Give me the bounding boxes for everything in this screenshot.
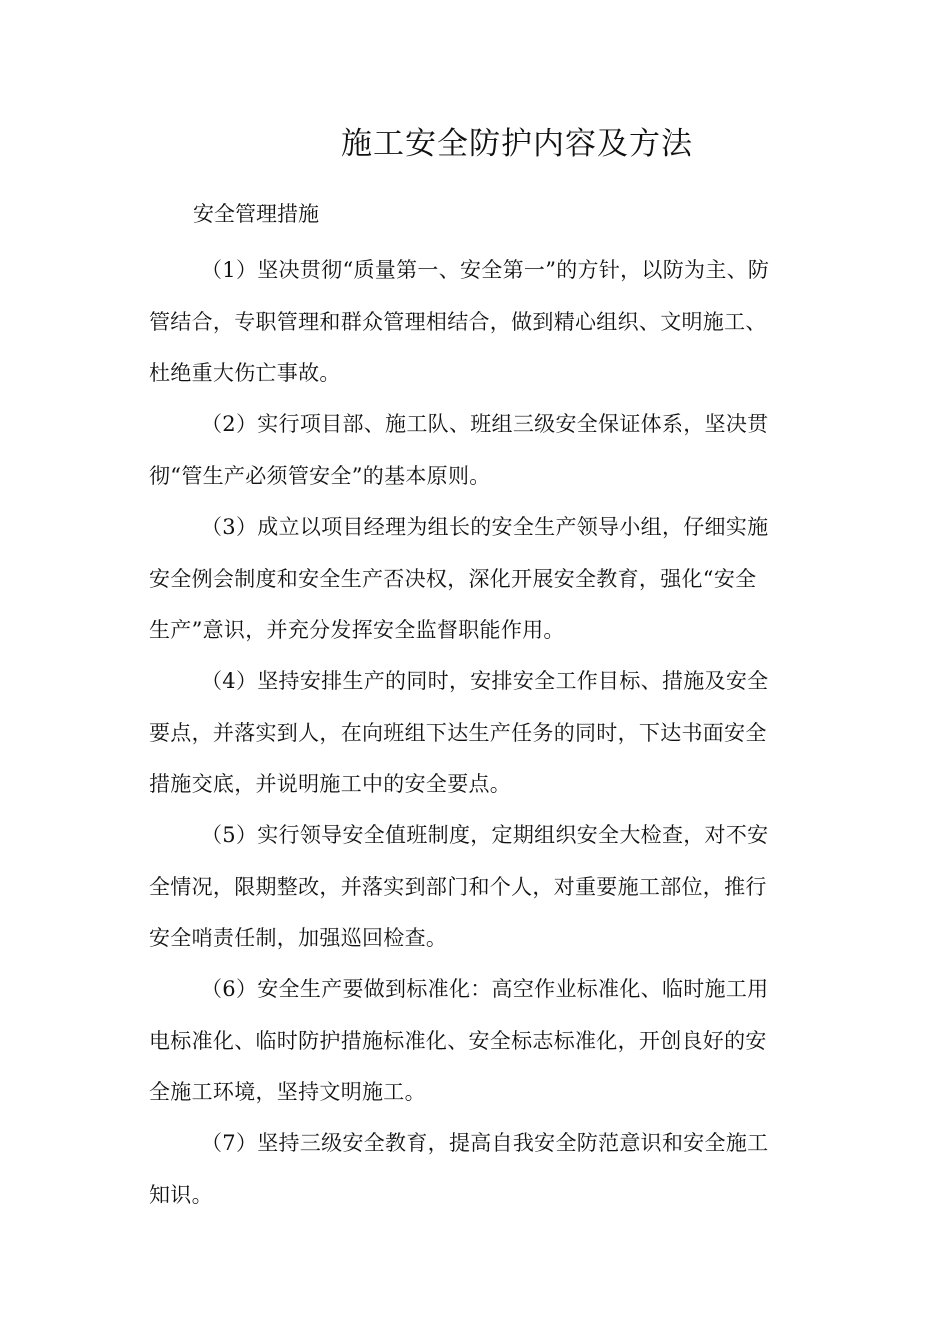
paragraph-7 bbox=[149, 1118, 801, 1221]
paragraph-line: 彻“管生产必须管安全”的基本原则。 bbox=[149, 463, 491, 488]
paragraph-line: （1）坚决贯彻“质量第一、安全第一”的方针，以防为主、防 bbox=[201, 258, 770, 282]
paragraph-line: 措施交底，并说明施工中的安全要点。 bbox=[149, 772, 512, 796]
paragraph-line: 电标准化、临时防护措施标准化、安全标志标准化，开创良好的安 bbox=[149, 1028, 767, 1053]
paragraph-line: 杜绝重大伤亡事故。 bbox=[149, 361, 341, 385]
paragraph-6 bbox=[149, 964, 801, 1119]
paragraph-line: 全情况，限期整改，并落实到部门和个人，对重要施工部位，推行 bbox=[149, 874, 767, 899]
paragraph-line: 要点，并落实到人，在向班组下达生产任务的同时，下达书面安全 bbox=[149, 720, 767, 745]
paragraph-2 bbox=[149, 399, 801, 502]
paragraph-1 bbox=[149, 245, 801, 400]
paragraph-line: （7）坚持三级安全教育，提高自我安全防范意识和安全施工 bbox=[201, 1131, 769, 1155]
paragraph-line: （5）实行领导安全值班制度，定期组织安全大检查，对不安 bbox=[201, 823, 769, 847]
paragraph-line: （4）坚持安排生产的同时，安排安全工作目标、措施及安全 bbox=[201, 669, 769, 693]
paragraph-line: 全施工环境，坚持文明施工。 bbox=[149, 1080, 426, 1104]
paragraph-line: （3）成立以项目经理为组长的安全生产领导小组，仔细实施 bbox=[201, 515, 769, 539]
paragraph-line: （2）实行项目部、施工队、班组三级安全保证体系，坚决贯 bbox=[201, 412, 769, 436]
paragraph-line: 安全哨责任制，加强巡回检查。 bbox=[149, 926, 448, 950]
paragraph-line: （6）安全生产要做到标准化：高空作业标准化、临时施工用 bbox=[201, 977, 769, 1001]
paragraph-3 bbox=[149, 502, 801, 657]
paragraph-5 bbox=[149, 810, 801, 965]
paragraph-line: 安全例会制度和安全生产否决权，深化开展安全教育，强化“安全 bbox=[149, 566, 757, 591]
section-heading: 安全管理措施 bbox=[193, 202, 319, 226]
paragraph-4 bbox=[149, 656, 801, 811]
paragraph-line: 知识。 bbox=[149, 1182, 213, 1207]
document-title: 施工安全防护内容及方法 bbox=[341, 126, 693, 162]
paragraph-line: 管结合，专职管理和群众管理相结合，做到精心组织、文明施工、 bbox=[149, 309, 767, 334]
paragraph-line: 生产”意识，并充分发挥安全监督职能作用。 bbox=[149, 618, 565, 642]
